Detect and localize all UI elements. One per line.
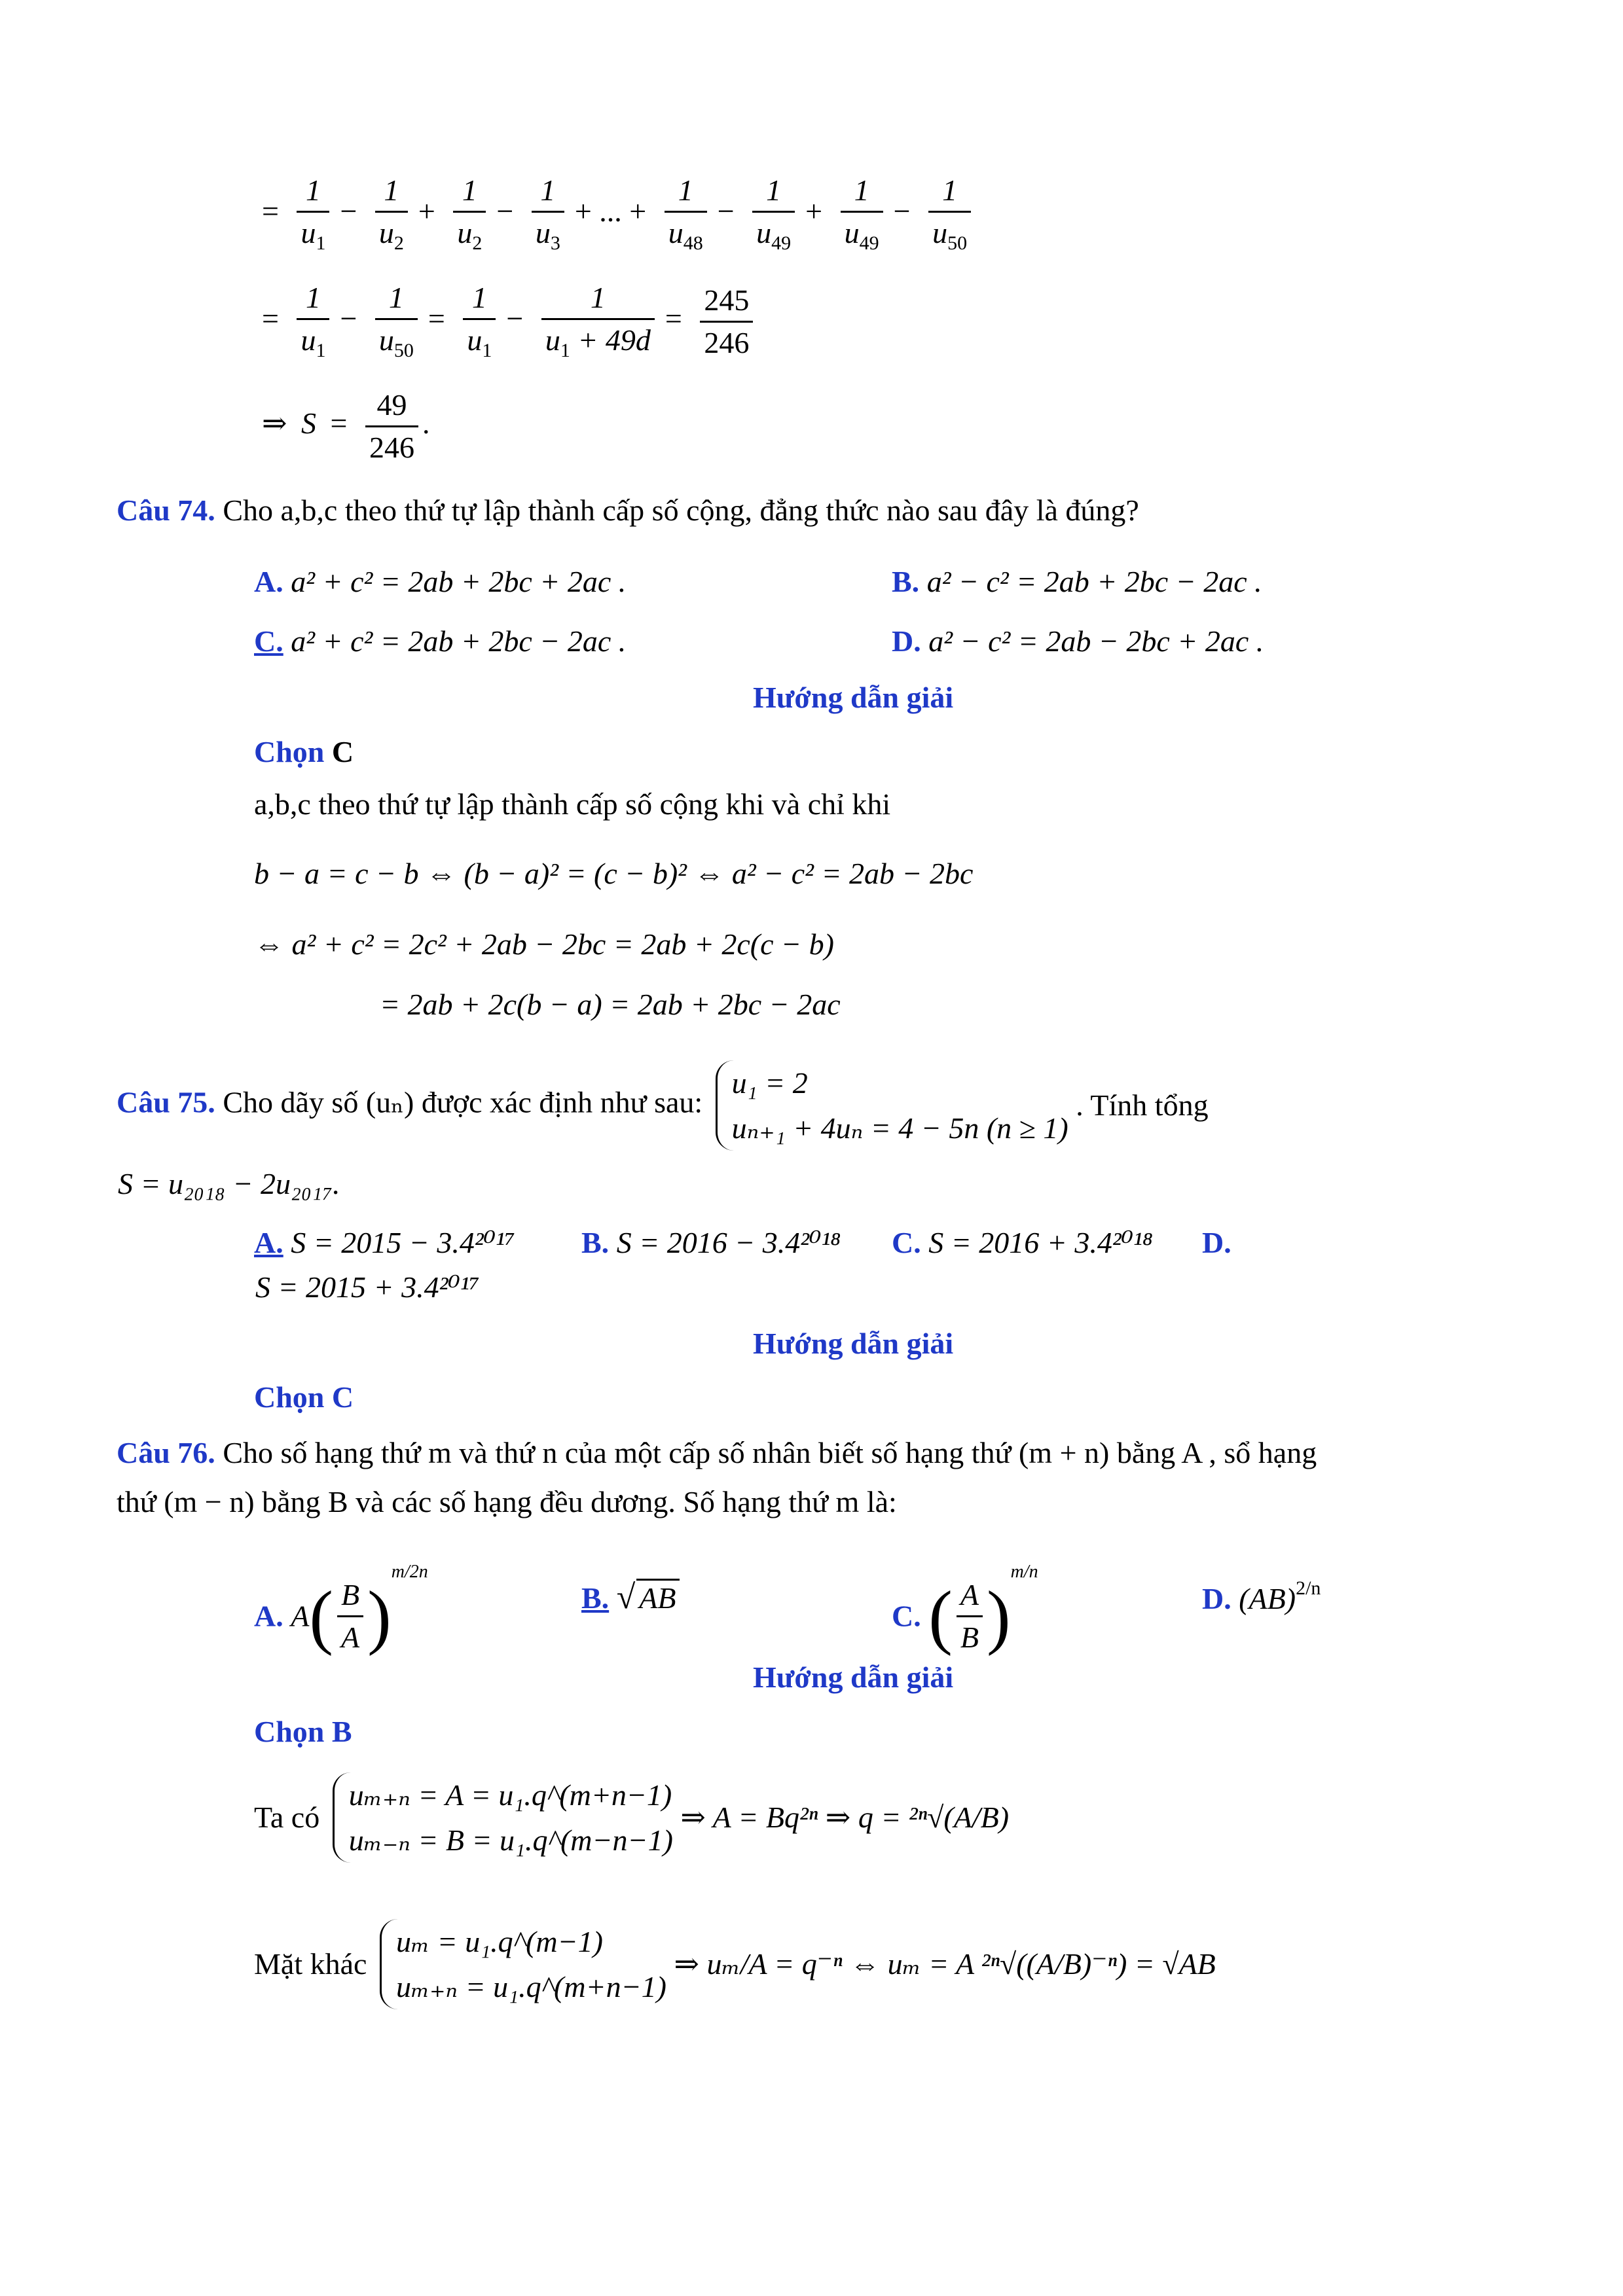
q76-system-1: uₘ₊ₙ = A = u₁.q^(m+n−1) uₘ₋ₙ = B = u₁.q^(m−n−1) <box>333 1772 673 1863</box>
q75-option-d[interactable]: D. <box>1202 1226 1231 1259</box>
q75-line-2: S = u₂₀₁₈ − 2u₂₀₁₇. <box>118 1167 340 1200</box>
q76-option-c[interactable]: C. ( $\frac{A}{B}$ )$^{m/n}$ <box>892 1562 1038 1657</box>
top-line-2: = $\frac{1}{u_1}$ − $\frac{1}{u_{50}}$ = $\frac{1}{u_1}$ − $\frac{1}{u_1 + 49d}$ = $\frac{245}{246}$ <box>255 283 757 361</box>
q75-option-a[interactable]: A. S = 2015 − 3.4²⁰¹⁷ <box>254 1226 515 1259</box>
q74-option-c[interactable]: C. a² + c² = 2ab + 2bc − 2ac . <box>254 624 627 658</box>
q74-solution-4: = 2ab + 2c(b − a) = 2ab + 2bc − 2ac <box>380 988 841 1021</box>
q76-solution-1: Ta có uₘ₊ₙ = A = u₁.q^(m+n−1) uₘ₋ₙ = B = u₁.q^(m−n−1) ⇒ A = Bq²ⁿ ⇒ q = ²ⁿ√(A/B) <box>254 1772 1009 1863</box>
q75-choice: Chọn C <box>254 1380 354 1414</box>
q75-option-b[interactable]: B. S = 2016 − 3.4²⁰¹⁸ <box>581 1226 841 1259</box>
q75-label: Câu 75. <box>117 1085 215 1119</box>
q74-solution-3: ⇔ a² + c² = 2c² + 2ab − 2bc = 2ab + 2c(c − b) <box>254 927 834 961</box>
q76-choice: Chọn B <box>254 1715 352 1748</box>
top-line-3: ⇒ S = $\frac{49}{246}$ . <box>262 388 430 464</box>
q76-system-2: uₘ = u₁.q^(m−1) uₘ₊ₙ = u₁.q^(m+n−1) <box>380 1919 666 2009</box>
q76-option-a[interactable]: A. A( $\frac{B}{A}$ )$^{m/2n}$ <box>254 1562 428 1657</box>
q74-option-b[interactable]: B. a² − c² = 2ab + 2bc − 2ac . <box>892 565 1262 598</box>
q74-question <box>117 495 1139 526</box>
top-line-1: = $\frac{1}{u_1}$ − $\frac{1}{u_2}$ + $\frac{1}{u_2}$ − $\frac{1}{u_3}$ + ... + $\frac{1}{u_{48}}$ − $\frac{1}{u_{49}}$ + $\frac{1}{u_{49}}$ − $\frac{1}{u_{50}}$ <box>255 175 975 253</box>
q76-question-line-2: thứ (m − n) bằng B và các số hạng đều dương. Số hạng thứ m là: <box>117 1485 897 1518</box>
q74-option-d[interactable]: D. a² − c² = 2ab − 2bc + 2ac . <box>892 624 1264 658</box>
q74-option-a[interactable]: A. a² + c² = 2ab + 2bc + 2ac . <box>254 565 627 598</box>
q75-text-before: Cho dãy số (uₙ) được xác định như sau: <box>223 1085 703 1119</box>
q74-solution-2: b − a = c − b ⇔ (b − a)² = (c − b)² ⇔ a² − c² = 2ab − 2bc <box>254 857 974 890</box>
q74-guide-heading: Hướng dẫn giải <box>753 681 954 714</box>
q76-option-d[interactable]: D. (AB)$^{2/n}$ <box>1202 1577 1321 1615</box>
q76-text-1: Cho số hạng thứ m và thứ n của một cấp số nhân biết số hạng thứ (m + n) bằng A , sổ hạng <box>223 1436 1317 1469</box>
q76-label: Câu 76. <box>117 1436 215 1469</box>
q75-guide-heading: Hướng dẫn giải <box>753 1327 954 1360</box>
q76-option-b[interactable]: B. √ AB <box>581 1579 680 1615</box>
q76-question-line-1 <box>117 1438 1317 1468</box>
q74-solution-1: a,b,c theo thứ tự lập thành cấp số cộng khi và chỉ khi <box>254 787 891 821</box>
q75-option-d-expr: S = 2015 + 3.4²⁰¹⁷ <box>255 1270 480 1304</box>
q75-system: u₁ = 2 uₙ₊₁ + 4uₙ = 4 − 5n (n ≥ 1) <box>716 1060 1068 1151</box>
q75-text-after: . Tính tổng <box>1076 1088 1209 1122</box>
q76-guide-heading: Hướng dẫn giải <box>753 1660 954 1694</box>
q75-option-c[interactable]: C. S = 2016 + 3.4²⁰¹⁸ <box>892 1226 1153 1259</box>
q74-text: Cho a,b,c theo thứ tự lập thành cấp số cộng, đẳng thức nào sau đây là đúng? <box>223 493 1139 527</box>
q74-label: Câu 74. <box>117 493 215 527</box>
q74-choice: Chọn C <box>254 735 354 768</box>
q75-question <box>117 1060 1209 1151</box>
q76-solution-2: Mặt khác uₘ = u₁.q^(m−1) uₘ₊ₙ = u₁.q^(m+n−1) ⇒ uₘ/A = q⁻ⁿ ⇔ uₘ = A ²ⁿ√((A/B)⁻ⁿ) = √AB <box>254 1919 1216 2009</box>
